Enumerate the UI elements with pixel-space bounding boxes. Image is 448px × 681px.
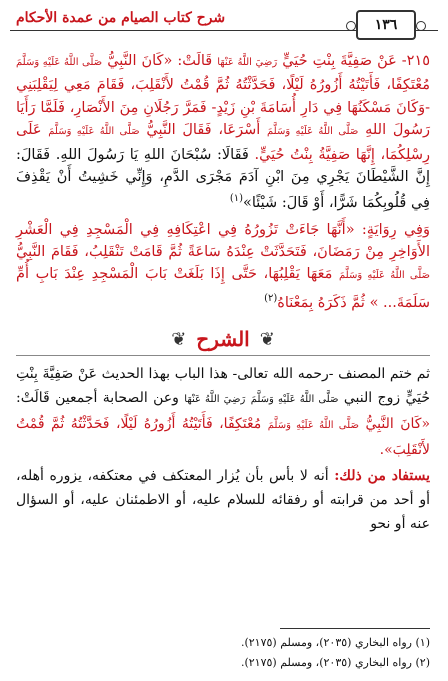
honorific: صَلَّى اللَّهُ عَلَيْهِ وَسَلَّمَ bbox=[267, 126, 359, 138]
honorific: صَلَّى اللَّهُ عَلَيْهِ وَسَلَّمَ bbox=[48, 126, 140, 138]
footnote-ref: (١) bbox=[229, 193, 244, 205]
ornament-icon: ❦ bbox=[259, 328, 275, 350]
commentary-paragraph bbox=[16, 362, 430, 462]
hadith-text bbox=[16, 50, 430, 215]
hadith-dialogue: فَقَالَا: سُبْحَانَ اللهِ يَا رَسُولَ اللهِ. فَقَالَ: إِنَّ الشَّيْطَانَ يَجْرِي مِنَ ابْنِ آدَمَ مَجْرَى الدَّمِ، وَإِنِّي خَشِيتُ أَنْ يَقْذِفَ فِي قُلُوبِكُمَا شَرًّا، أَوْ قَالَ: شَيْئًا» bbox=[16, 146, 430, 212]
honorific: رَضِيَ اللَّهُ عَنْهَا bbox=[217, 57, 278, 68]
hadith-riwaya bbox=[16, 219, 430, 314]
footnote-separator bbox=[280, 628, 430, 629]
benefit-paragraph bbox=[16, 464, 430, 536]
footnotes bbox=[16, 628, 430, 673]
commentary-text: وعن الصحابة أجمعين قَالَتْ: bbox=[16, 390, 179, 407]
book-title: شرح كتاب الصيام من عمدة الأحكام bbox=[10, 10, 231, 26]
commentary-text: ثم ختم المصنف -رحمه الله تعالى- هذا الباب بهذا الحديث عَنْ صَفِيَّةَ بِنْتِ حُيَيٍّ زوج النبي bbox=[16, 366, 431, 407]
footnote-2: (٢) رواه البخاري (٢٠٣٥)، ومسلم (٢١٧٥). bbox=[240, 656, 430, 669]
honorific: رَضِيَ اللَّهُ عَنْهَا bbox=[184, 394, 246, 406]
quoted-hadith: «كَانَ النَّبِيُّ bbox=[365, 416, 431, 433]
hadith-part: عَلَى رِسْلِكُمَا، إِنَّهَا صَفِيَّةُ بِنْتُ حُيَيٍّ. bbox=[16, 122, 430, 163]
section-title: الشرح bbox=[196, 327, 250, 352]
benefit-text: أنه لا بأس بأن يُزار المعتكف في معتكفه، يزوره أهله، أو أحد من قرابته أو رفقائه للسلام عليه، أو الاطمئنان عليه، أو السؤال عنه أو نحو bbox=[16, 468, 430, 533]
hadith-part: مُعْتَكِفًا، فَأَتَيْتُهُ أَزُورُهُ لَيْلًا، فَحَدَّثْتُهُ ثُمَّ قُمْتُ لأَنْقَلِبَ، فَقَامَ مَعِي لِيَقْلِبَنِي -وَكَانَ مَسْكَنُهَا فِي دَارِ أُسَامَةَ بْنِ زَيْدٍ- فَمَرَّ رَجُلَانِ مِنَ الأَنْصَارِ، فَلَمَّا رَأَيَا رَسُولَ اللهِ bbox=[16, 77, 431, 139]
hadith-opening: ٢١٥- عَنْ صَفِيَّةَ بِنْتِ حُيَيٍّ bbox=[282, 53, 431, 69]
riwaya-part: مَعَهَا يَقْلِبُهَا، حَتَّى إِذَا بَلَغَتْ بَابَ الْمَسْجِدِ عِنْدَ بَابِ أُمِّ سَلَمَةَ... » ثُمَّ ذَكَرَهُ بِمَعْنَاهُ bbox=[16, 266, 430, 311]
section-rule bbox=[16, 355, 430, 356]
section-heading bbox=[16, 322, 430, 356]
footnote-ref: (٢) bbox=[264, 292, 278, 304]
honorific: صَلَّى اللَّهُ عَلَيْهِ وَسَلَّمَ bbox=[250, 394, 339, 406]
hadith-part: قَالَتْ: «كَانَ النَّبِيُّ bbox=[107, 53, 213, 69]
page-number: ١٣٦ bbox=[356, 10, 416, 40]
page-header bbox=[10, 8, 438, 38]
benefit-label: يستفاد من ذلك: bbox=[334, 468, 430, 485]
honorific: صَلَّى اللَّهُ عَلَيْهِ وَسَلَّمَ bbox=[16, 57, 103, 68]
footnote-1: (١) رواه البخاري (٢٠٣٥)، ومسلم (٢١٧٥). bbox=[240, 636, 430, 649]
quoted-hadith: مُعْتَكِفًا، فَأَتَيْتُهُ أَزُورُهُ لَيْلًا، فَحَدَّثْتُهُ ثُمَّ قُمْتُ لأَنْقَلِبَ». bbox=[16, 416, 430, 459]
honorific: صَلَّى اللَّهُ عَلَيْهِ وَسَلَّمَ bbox=[267, 420, 359, 432]
honorific: صَلَّى اللَّهُ عَلَيْهِ وَسَلَّمَ bbox=[338, 270, 431, 282]
hadith-part: أَسْرَعَا، فَقَالَ النَّبِيُّ bbox=[146, 122, 261, 139]
ornament-icon: ❦ bbox=[171, 328, 187, 350]
riwaya-part: وَفِي رِوَايَةٍ: «أَنَّهَا جَاءَتْ تَزُورُهُ فِي اعْتِكَافِهِ فِي الْمَسْجِدِ فِي الْعَشْرِ الأَوَاخِرِ مِنْ رَمَضَانَ، فَتَحَدَّثَتْ عِنْدَهُ سَاعَةً ثُمَّ قَامَتْ تَنْقَلِبُ، فَقَامَ النَّبِيُّ bbox=[16, 221, 430, 261]
page-body bbox=[16, 50, 430, 536]
